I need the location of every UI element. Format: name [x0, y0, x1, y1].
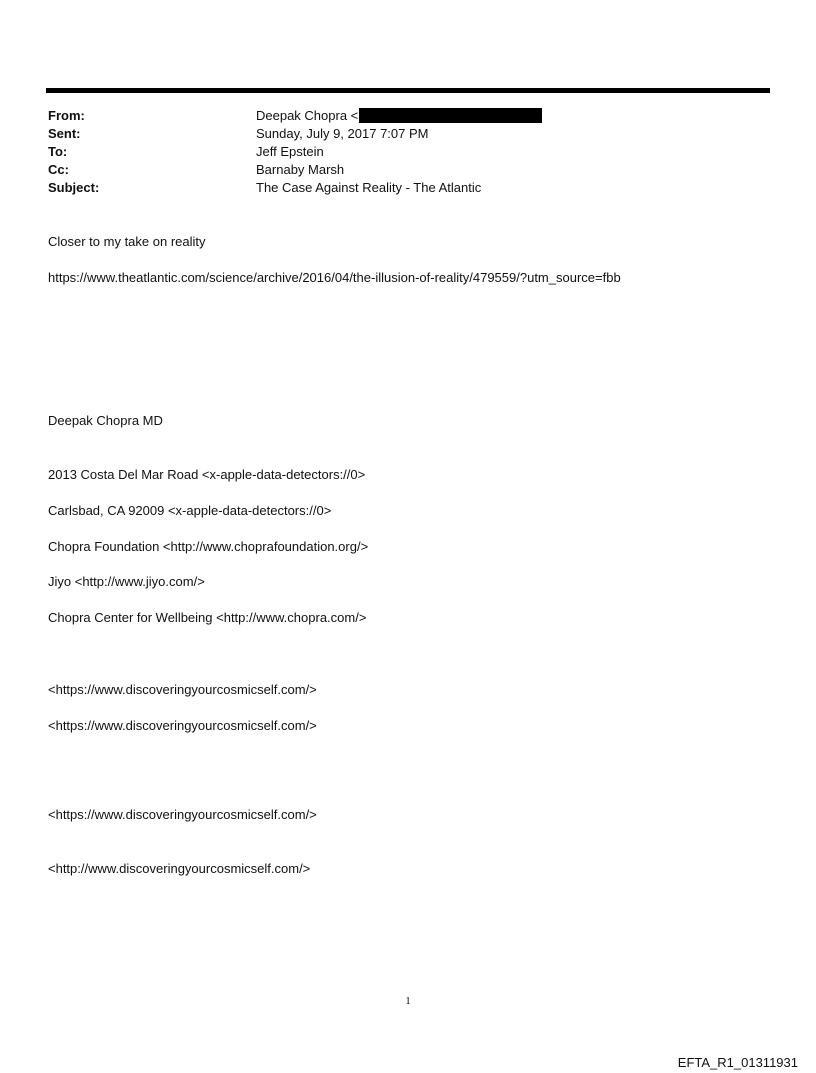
- cosmic-self-link[interactable]: <http://www.discoveringyourcosmicself.com/>: [48, 861, 311, 876]
- signature-address: 2013 Costa Del Mar Road <x-apple-data-detectors://0>: [48, 467, 366, 482]
- cosmic-self-link[interactable]: <https://www.discoveringyourcosmicself.com/>: [48, 682, 317, 697]
- signature-city: Carlsbad, CA 92009 <x-apple-data-detectors://0>: [48, 503, 332, 518]
- from-label: From:: [48, 108, 85, 123]
- cosmic-self-link[interactable]: <https://www.discoveringyourcosmicself.com/>: [48, 718, 317, 733]
- redaction-box: [359, 108, 542, 123]
- article-link[interactable]: https://www.theatlantic.com/science/archive/2016/04/the-illusion-of-reality/479559/?utm_source=fbb: [48, 270, 621, 285]
- from-name: Deepak Chopra <: [256, 108, 359, 123]
- signature-jiyo[interactable]: Jiyo <http://www.jiyo.com/>: [48, 574, 205, 589]
- subject-label: Subject:: [48, 180, 100, 195]
- signature-center[interactable]: Chopra Center for Wellbeing <http://www.chopra.com/>: [48, 610, 367, 625]
- cc-label: Cc:: [48, 162, 69, 177]
- from-value: [256, 107, 542, 125]
- header-divider: [46, 88, 770, 93]
- sent-label: Sent:: [48, 126, 81, 141]
- to-label: To:: [48, 144, 68, 159]
- signature-name: Deepak Chopra MD: [48, 413, 163, 428]
- subject-value: The Case Against Reality - The Atlantic: [256, 180, 482, 195]
- page-number: 1: [405, 995, 411, 1007]
- to-value: Jeff Epstein: [256, 144, 324, 159]
- signature-foundation[interactable]: Chopra Foundation <http://www.choprafoundation.org/>: [48, 539, 369, 554]
- sent-value: Sunday, July 9, 2017 7:07 PM: [256, 126, 429, 141]
- body-intro: Closer to my take on reality: [48, 234, 206, 249]
- cosmic-self-link[interactable]: <https://www.discoveringyourcosmicself.com/>: [48, 807, 317, 822]
- document-id: EFTA_R1_01311931: [677, 1055, 798, 1070]
- cc-value: Barnaby Marsh: [256, 162, 345, 177]
